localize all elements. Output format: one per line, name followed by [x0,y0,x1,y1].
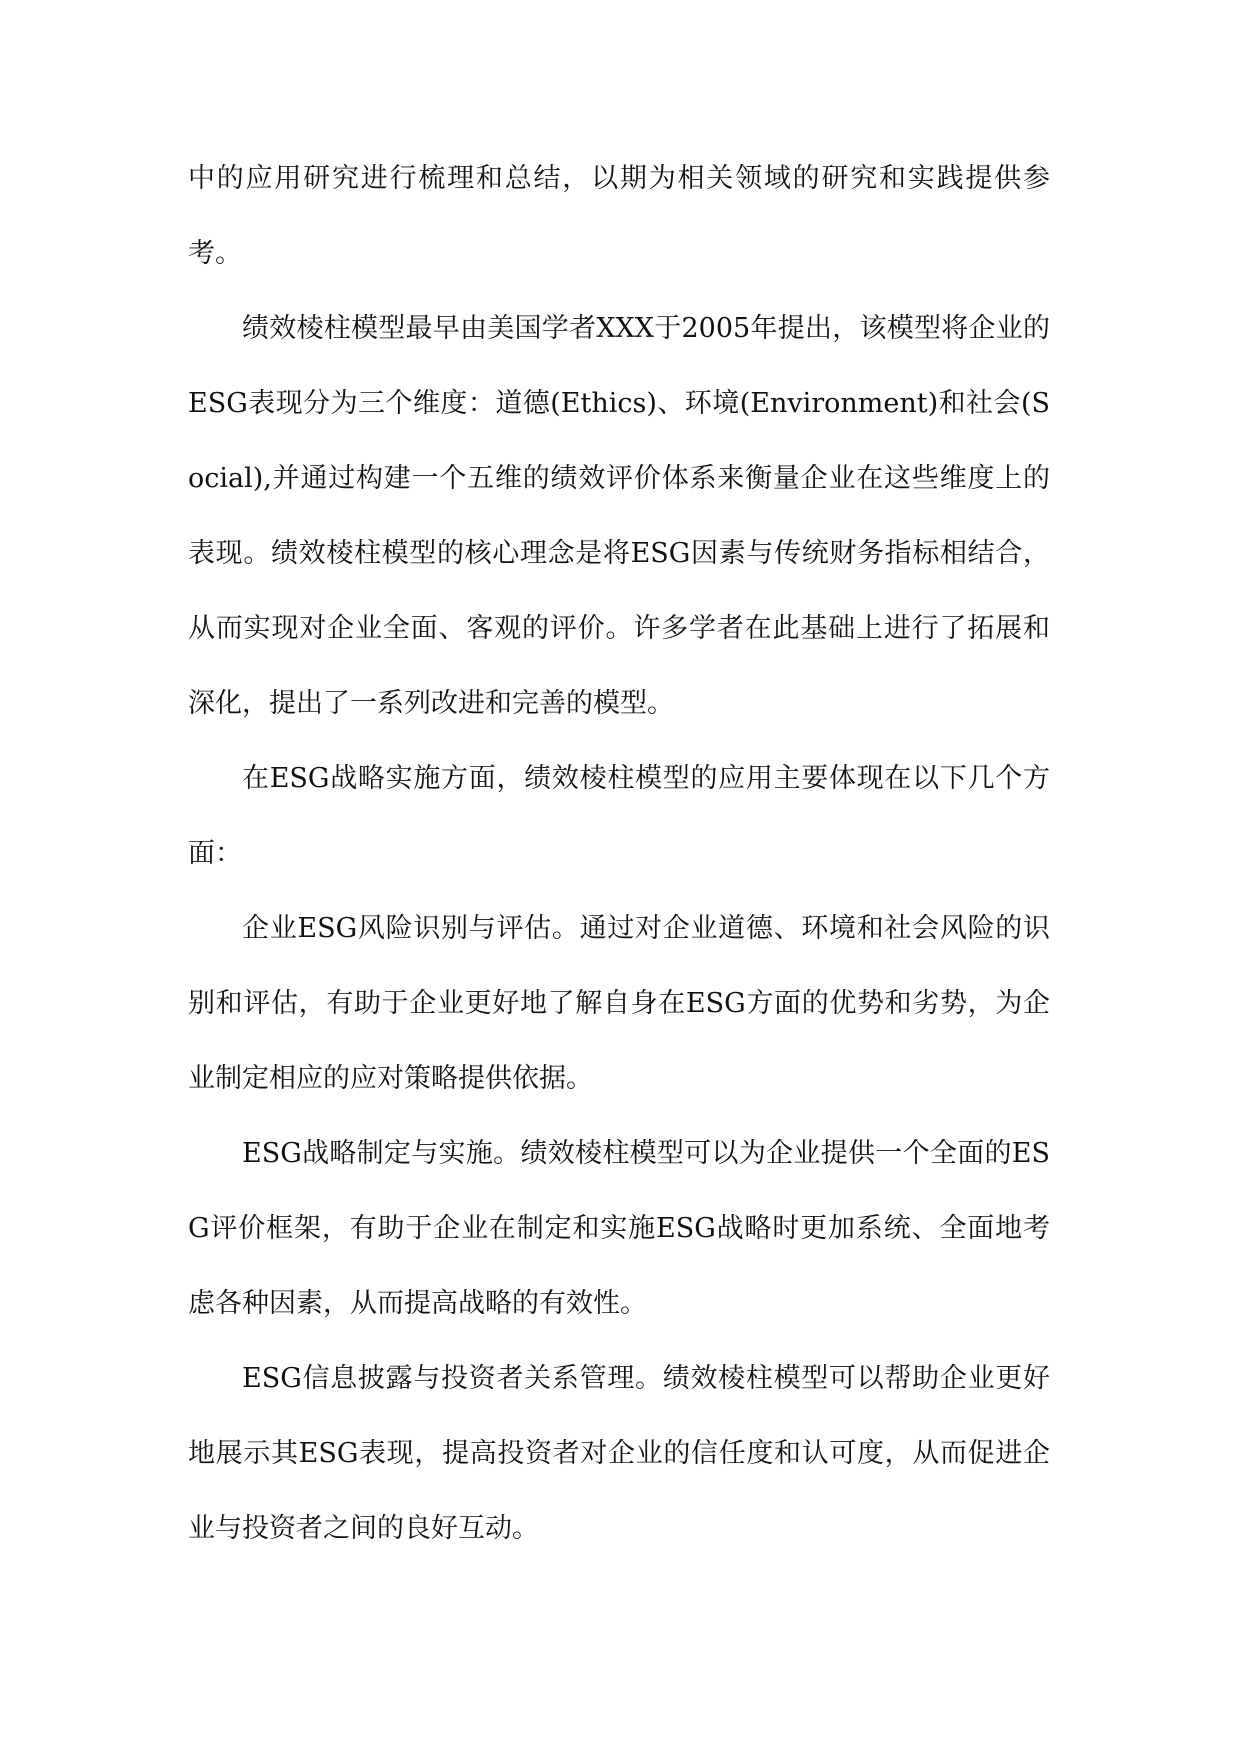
document-body [188,141,1050,1566]
paragraph-strategy-implementation: ESG战略制定与实施。绩效棱柱模型可以为企业提供一个全面的ESG评价框架，有助于企业在制定和实施ESG战略时更加系统、全面地考虑各种因素，从而提高战略的有效性。 [188,1138,1050,1319]
paragraph-strategy-intro: 在ESG战略实施方面，绩效棱柱模型的应用主要体现在以下几个方面： [188,763,1050,869]
paragraph-continuation: 中的应用研究进行梳理和总结，以期为相关领域的研究和实践提供参考。 [188,163,1050,269]
paragraph-disclosure-investor: ESG信息披露与投资者关系管理。绩效棱柱模型可以帮助企业更好地展示其ESG表现，提高投资者对企业的信任度和认可度，从而促进企业与投资者之间的良好互动。 [188,1363,1050,1544]
paragraph-model-origin: 绩效棱柱模型最早由美国学者XXX于2005年提出，该模型将企业的ESG表现分为三个维度：道德(Ethics)、环境(Environment)和社会(Social),并通过构建一个五维的绩效评价体系来衡量企业在这些维度上的表现。绩效棱柱模型的核心理念是将ESG因素与传统财务指标相结合，从而实现对企业全面、客观的评价。许多学者在此基础上进行了拓展和深化，提出了一系列改进和完善的模型。 [188,313,1050,719]
paragraph-risk-assessment: 企业ESG风险识别与评估。通过对企业道德、环境和社会风险的识别和评估，有助于企业更好地了解自身在ESG方面的优势和劣势，为企业制定相应的应对策略提供依据。 [188,913,1050,1094]
